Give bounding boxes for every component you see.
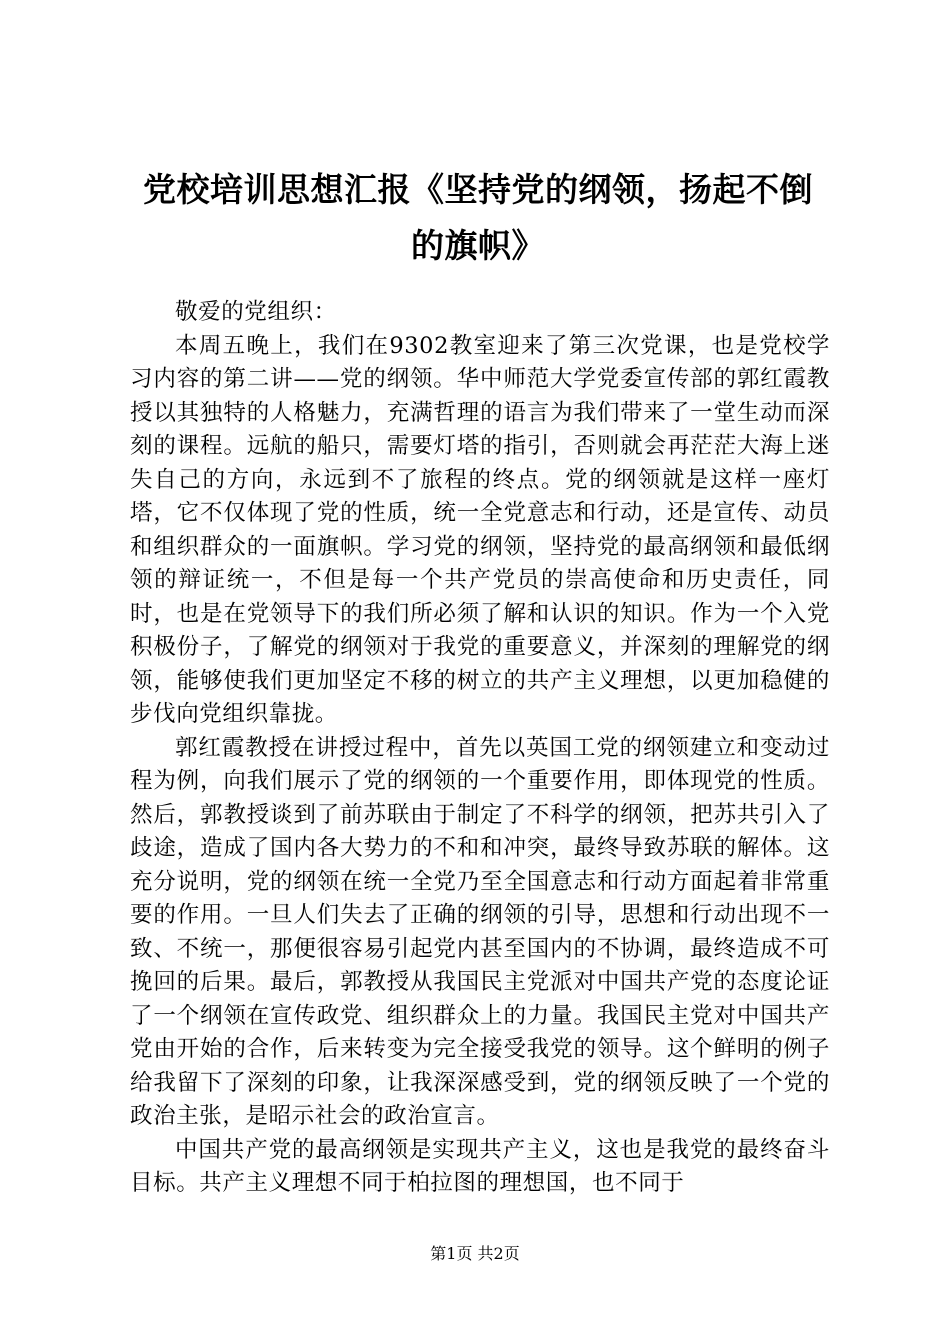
salutation: 敬爱的党组织： xyxy=(175,299,337,325)
document-body xyxy=(130,296,830,1201)
document-title: 党校培训思想汇报《坚持党的纲领，扬起不倒的旗帜》 xyxy=(143,170,813,265)
paragraph-1: 本周五晚上，我们在9302教室迎来了第三次党课，也是党校学习内容的第二讲——党的纲领。华中师范大学党委宣传部的郭红霞教授以其独特的人格魅力，充满哲理的语言为我们带来了一堂生动而深刻的课程。远航的船只，需要灯塔的指引，否则就会再茫茫大海上迷失自己的方向，永远到不了旅程的终点。党的纲领就是这样一座灯塔，它不仅体现了党的性质，统一全党意志和行动，还是宣传、动员和组织群众的一面旗帜。学习党的纲领，坚持党的最高纲领和最低纲领的辩证统一，不但是每一个共产党员的崇高使命和历史责任，同时，也是在党领导下的我们所必须了解和认识的知识。作为一个入党积极份子，了解党的纲领对于我党的重要意义，并深刻的理解党的纲领，能够使我们更加坚定不移的树立的共产主义理想，以更加稳健的步伐向党组织靠拢。 xyxy=(130,332,830,727)
page-number-footer: 第1页 共2页 xyxy=(430,1244,520,1263)
paragraph-2: 郭红霞教授在讲授过程中，首先以英国工党的纲领建立和变动过程为例，向我们展示了党的纲领的一个重要作用，即体现党的性质。然后，郭教授谈到了前苏联由于制定了不科学的纲领，把苏共引入了歧途，造成了国内各大势力的不和和冲突，最终导致苏联的解体。这充分说明，党的纲领在统一全党乃至全国意志和行动方面起着非常重要的作用。一旦人们失去了正确的纲领的引导，思想和行动出现不一致、不统一，那便很容易引起党内甚至国内的不协调，最终造成不可挽回的后果。最后，郭教授从我国民主党派对中国共产党的态度论证了一个纲领在宣传政党、组织群众上的力量。我国民主党对中国共产党由开始的合作，后来转变为完全接受我党的领导。这个鲜明的例子给我留下了深刻的印象，让我深深感受到，党的纲领反映了一个党的政治主张，是昭示社会的政治宣言。 xyxy=(130,734,830,1129)
paragraph-3: 中国共产党的最高纲领是实现共产主义，这也是我党的最终奋斗目标。共产主义理想不同于柏拉图的理想国，也不同于 xyxy=(130,1136,830,1196)
